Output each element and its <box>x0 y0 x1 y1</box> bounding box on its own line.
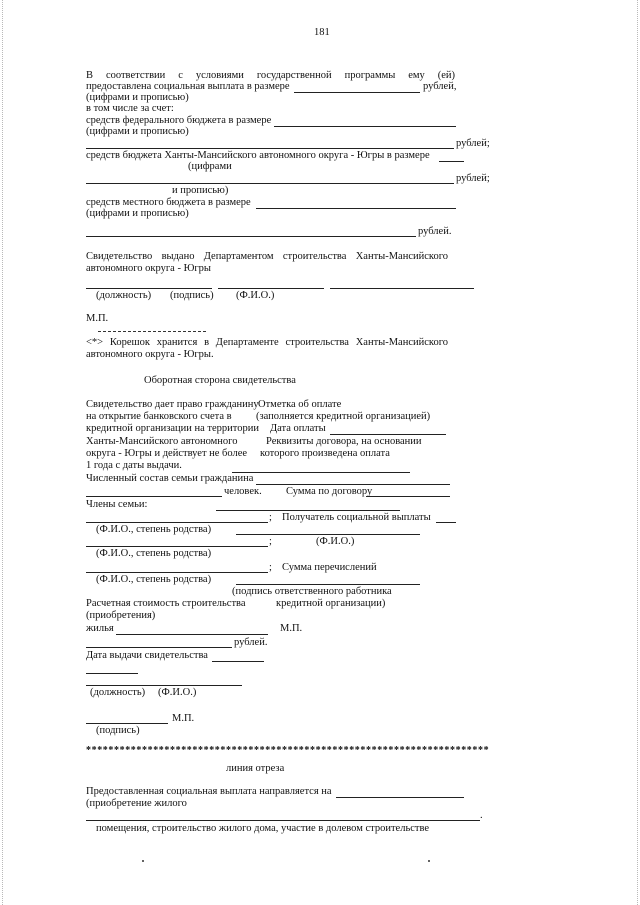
top-line-8: средств бюджета Ханты-Мансийского автономного округа - Югры в размере <box>86 150 430 161</box>
persons-label: человек. <box>224 486 262 497</box>
top-line-6: (цифрами и прописью) <box>86 126 189 137</box>
issue-date-label: Дата выдачи свидетельства <box>86 650 208 661</box>
top-line-5: средств федерального бюджета в размере <box>86 115 272 126</box>
semicolon-2: ; <box>269 536 272 547</box>
worker-signature-field <box>236 584 420 585</box>
recipient-label: Получатель социальной выплаты <box>282 512 431 523</box>
position-field <box>86 288 212 289</box>
recipient-field <box>436 522 456 523</box>
direction-field <box>336 797 464 798</box>
cut-line-stars: ************************************************************************ <box>86 745 490 756</box>
scan-dot-right <box>428 860 430 862</box>
top-line-12: средств местного бюджета в размере <box>86 197 251 208</box>
issuer-field <box>86 685 242 686</box>
fio-caption: (Ф.И.О.) <box>236 290 275 301</box>
contract-details-field <box>232 472 410 473</box>
payment-date-field <box>330 434 446 435</box>
position-caption: (должность) <box>96 290 152 301</box>
housing-label: жилья <box>86 623 114 634</box>
reverse-right-3: Дата оплаты <box>270 423 326 434</box>
contract-sum-field <box>366 496 450 497</box>
regional-amount-field <box>439 161 464 162</box>
members-label: Члены семьи: <box>86 499 148 510</box>
bottom-line-3: помещения, строительство жилого дома, участие в долевом строительстве <box>96 823 430 834</box>
top-rub-2: рублей; <box>456 138 490 149</box>
issue-date-field <box>212 661 264 662</box>
semicolon-1: ; <box>269 512 272 523</box>
semicolon-3: ; <box>269 562 272 573</box>
reverse-title: Оборотная сторона свидетельства <box>144 375 296 386</box>
scan-dot-left <box>142 860 144 862</box>
local-amount-line <box>86 236 416 237</box>
left-scan-edge <box>2 0 5 905</box>
trailing-period: . <box>480 810 483 821</box>
cut-line-label: линия отреза <box>226 763 285 774</box>
top-rub-3: рублей; <box>456 173 490 184</box>
persons-field <box>86 496 222 497</box>
family-size-line <box>256 484 450 485</box>
member-3-caption: (Ф.И.О., степень родства) <box>96 574 212 585</box>
members-line <box>216 510 400 511</box>
member-3-field <box>86 572 268 573</box>
issuer-signature-caption: (подпись) <box>96 725 140 736</box>
signature-caption: (подпись) <box>170 290 214 301</box>
local-amount-field <box>256 208 456 209</box>
top-line-2: предоставлена социальная выплата в размере <box>86 81 290 92</box>
footnote-separator <box>98 331 206 332</box>
reverse-left-4: Ханты-Мансийского автономного <box>86 436 238 447</box>
top-line-3: (цифрами и прописью) <box>86 92 189 103</box>
reverse-left-2: на открытие банковского счета в <box>86 411 232 422</box>
member-1-caption: (Ф.И.О., степень родства) <box>96 524 212 535</box>
issuer-signature-field <box>86 723 168 724</box>
regional-amount-line <box>86 183 454 184</box>
issued-line-2: автономного округа - Югры <box>86 263 211 274</box>
reverse-right-1: Отметка об оплате <box>258 399 342 410</box>
top-line-11: и прописью) <box>172 185 229 196</box>
top-line-13: (цифрами и прописью) <box>86 208 189 219</box>
footnote-line-2: автономного округа - Югры. <box>86 349 214 360</box>
member-2-caption: (Ф.И.О., степень родства) <box>96 548 212 559</box>
issuer-position-caption: (должность) <box>90 687 146 698</box>
top-line-9: (цифрами <box>188 161 232 172</box>
issuer-stamp-place: М.П. <box>172 713 195 724</box>
top-rub-1: рублей, <box>423 81 457 92</box>
amount-total-field <box>294 92 420 93</box>
issuer-fio-caption: (Ф.И.О.) <box>158 687 197 698</box>
worker-signature-caption-1: (подпись ответственного работника <box>232 586 392 597</box>
recipient-line <box>236 534 420 535</box>
reverse-left-5: округа - Югры и действует не более <box>86 448 248 459</box>
federal-amount-field <box>274 126 456 127</box>
reverse-right-5: которого произведена оплата <box>260 448 390 459</box>
top-rub-4: рублей. <box>418 226 452 237</box>
reverse-left-6: 1 года с даты выдачи. <box>86 460 182 471</box>
transfer-sum-label: Сумма перечислений <box>282 562 377 573</box>
stamp-place: М.П. <box>86 313 109 324</box>
bottom-line-1: Предоставленная социальная выплата направляется на <box>86 786 332 797</box>
reverse-right-4: Реквизиты договора, на основании <box>266 436 422 447</box>
signature-field <box>218 288 324 289</box>
top-line-1: В соответствии с условиями государственной программы ему (ей) <box>86 70 455 81</box>
reverse-stamp-place: М.П. <box>280 623 303 634</box>
direction-line <box>86 820 480 821</box>
member-1-field <box>86 522 268 523</box>
housing-cost-line <box>86 647 232 648</box>
right-scan-edge <box>635 0 638 905</box>
family-size-label: Численный состав семьи гражданина <box>86 473 254 484</box>
reverse-right-2: (заполняется кредитной организацией) <box>256 411 431 422</box>
page-number: 181 <box>314 27 330 38</box>
worker-signature-caption-2: кредитной организации) <box>276 598 386 609</box>
est-cost-label: Расчетная стоимость строительства <box>86 598 246 609</box>
contract-sum-label: Сумма по договору <box>286 486 373 497</box>
issue-date-line <box>86 673 138 674</box>
reverse-rub: рублей. <box>234 637 268 648</box>
acquisition-label: (приобретения) <box>86 610 156 621</box>
fio-field <box>330 288 474 289</box>
federal-amount-line <box>86 148 454 149</box>
member-2-field <box>86 546 268 547</box>
housing-cost-field <box>116 634 268 635</box>
footnote-line-1: <*> Корешок хранится в Департаменте строительства Ханты-Мансийского <box>86 337 448 348</box>
recipient-fio-caption: (Ф.И.О.) <box>316 536 355 547</box>
reverse-left-1: Свидетельство дает право гражданину <box>86 399 259 410</box>
issued-line-1: Свидетельство выдано Департаментом строительства Ханты-Мансийского <box>86 251 448 262</box>
reverse-left-3: кредитной организации на территории <box>86 423 259 434</box>
bottom-line-2: (приобретение жилого <box>86 798 187 809</box>
top-line-4: в том числе за счет: <box>86 103 174 114</box>
